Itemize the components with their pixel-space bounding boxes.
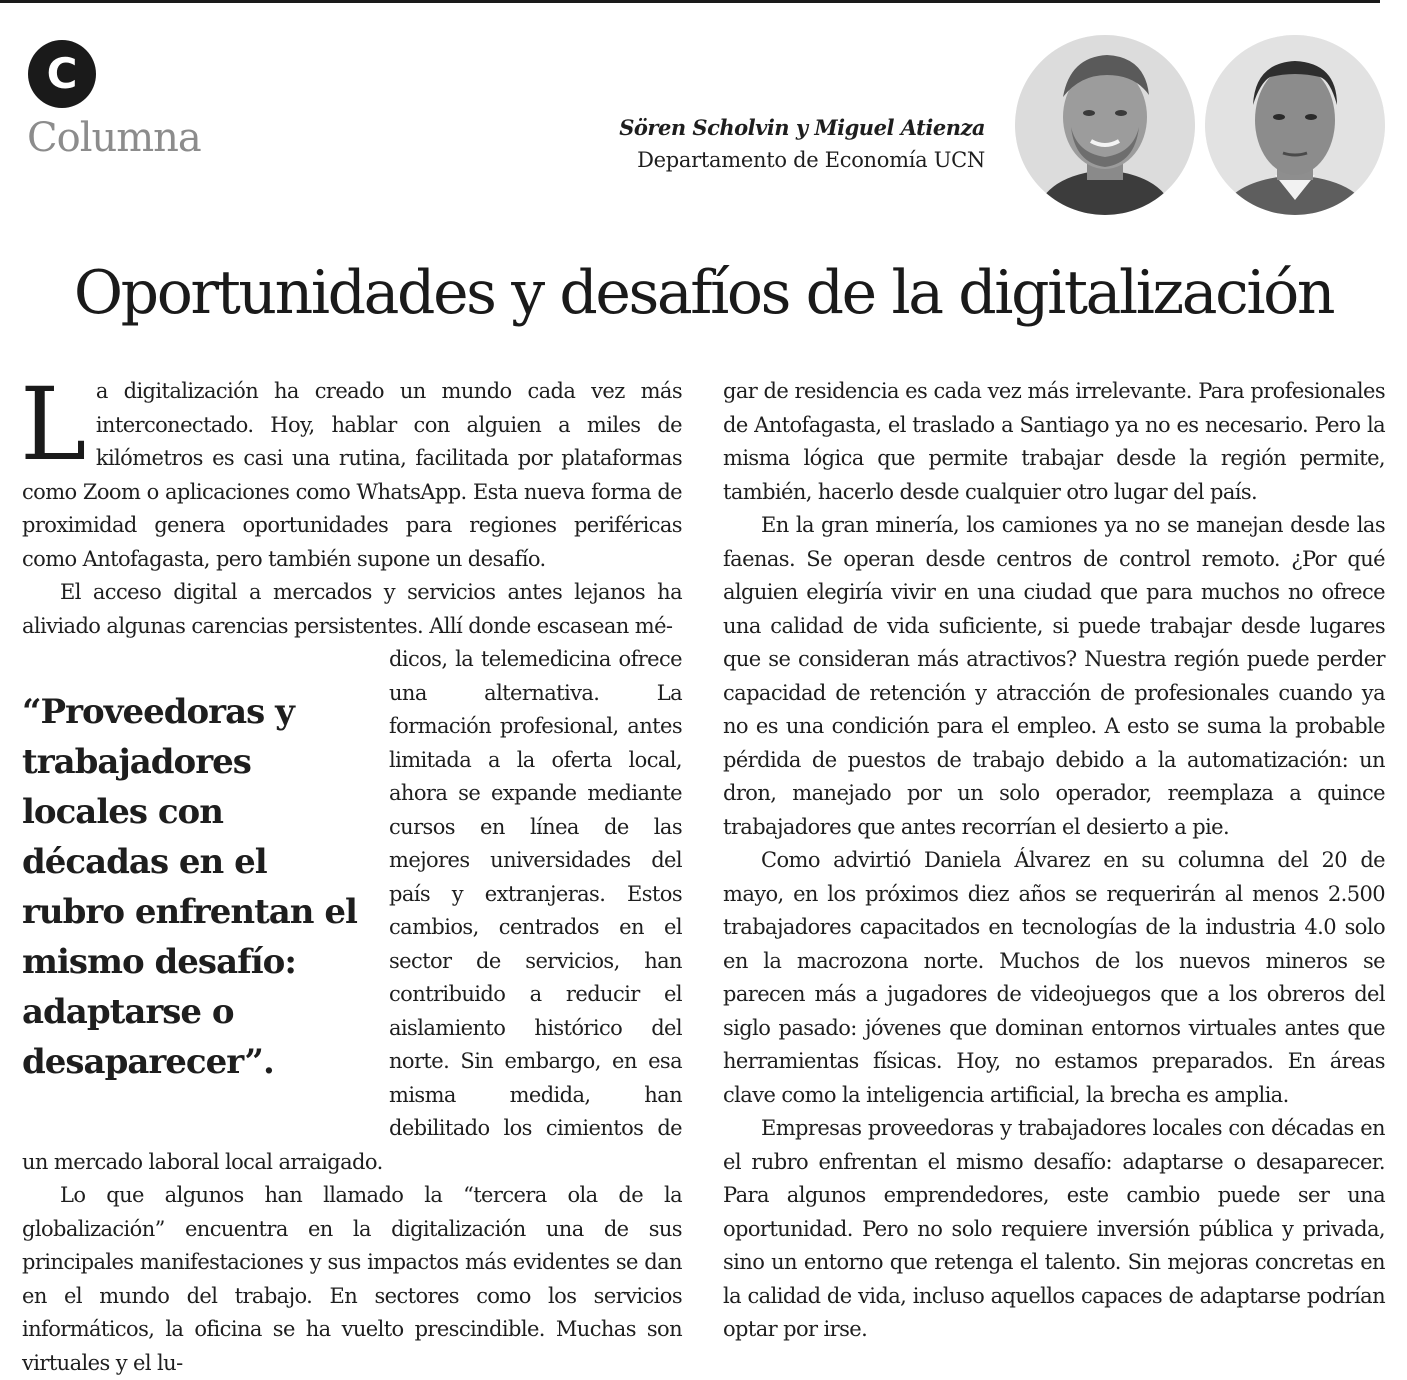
article-column-left <box>20 366 682 1380</box>
article-headline: Oportunidades y desafíos de la digitalización <box>73 258 1334 328</box>
paragraph-3-continued: gar de residencia es cada vez más irrelevante. Para profesionales de Antofagasta, el traslado a Santiago ya no es necesario. Pero la misma lógica que permite trabajar desde la región permite, también, hacerlo desde cualquier otro lugar del país. <box>723 379 1385 504</box>
paragraph-2-rest: dicos, la telemedicina ofrece una alternativa. La formación profesional, antes limitada a la oferta local, ahora se expande mediante cursos en línea de las mejores universidades del país y extranjeras. Estos cambios, centrados en el sector de servicios, han contribuido a reducir el aislamiento histórico del norte. Sin embargo, en esa misma medida, han debilitado los cimientos de un mercado laboral local arraigado. <box>22 647 682 1174</box>
paragraph-3: Lo que algunos han llamado la “tercera ola de la globalización” encuentra en la digitalización una de sus principales manifestaciones y sus impactos más evidentes se dan en el mundo del trabajo. En sectores como los servicios informáticos, la oficina se ha vuelto prescindible. Muchas son virtuales y el lu- <box>22 1183 682 1375</box>
author-photo-atienza <box>1205 35 1385 215</box>
paragraph-1 <box>20 366 682 576</box>
article-column-right <box>723 375 1385 1347</box>
author-photo-scholvin <box>1015 35 1195 215</box>
badge-letter: C <box>46 49 78 98</box>
byline <box>619 112 985 176</box>
column-badge-icon <box>28 40 96 108</box>
drop-cap: L <box>20 366 86 483</box>
paragraph-2-start: El acceso digital a mercados y servicios antes lejanos ha aliviado algunas carencias persistentes. Allí donde escasean mé- <box>22 580 682 638</box>
pull-quote <box>22 655 367 1117</box>
paragraph-1-text: a digitalización ha creado un mundo cada vez más interconectado. Hoy, hablar con alguien a miles de kilómetros es casi una rutina, facilitada por plataformas como Zoom o aplicaciones como WhatsApp. Esta nueva forma de proximidad genera oportunidades para regiones periféricas como Antofagasta, pero también supone un desafío. <box>22 379 682 571</box>
paragraph-6: Empresas proveedoras y trabajadores locales con décadas en el rubro enfrentan el mismo desafío: adaptarse o desaparecer. Para algunos emprendedores, este cambio puede ser una oportunidad. Pero no solo requiere inversión pública y privada, sino un entorno que retenga el talento. Sin mejoras concretas en la calidad de vida, incluso aquellos capaces de adaptarse podrían optar por irse. <box>723 1116 1385 1341</box>
author-department: Departamento de Economía UCN <box>637 148 985 172</box>
top-rule <box>0 0 1380 3</box>
paragraph-5: Como advirtió Daniela Álvarez en su columna del 20 de mayo, en los próximos diez años se requerirán al menos 2.500 trabajadores capacitados en tecnologías de la industria 4.0 solo en la macrozona norte. Muchos de los nuevos mineros se parecen más a jugadores de videojuegos que a los obreros del siglo pasado: jóvenes que dominan entornos virtuales antes que herramientas físicas. Hoy, no estamos preparados. En áreas clave como la inteligencia artificial, la brecha es amplia. <box>723 848 1385 1107</box>
section-label: Columna <box>27 115 201 161</box>
paragraph-4: En la gran minería, los camiones ya no se manejan desde las faenas. Se operan desde centros de control remoto. ¿Por qué alguien elegiría vivir en una ciudad que para muchos no ofrece una calidad de vida suficiente, si puede trabajar desde lugares que se consideran más atractivos? Nuestra región puede perder capacidad de retención y atracción de profesionales cuando ya no es una condición para el empleo. A esto se suma la probable pérdida de puestos de trabajo debido a la automatización: un dron, manejado por un solo operador, reemplaza a quince trabajadores que antes recorrían el desierto a pie. <box>723 513 1385 839</box>
author-names: Sören Scholvin y Miguel Atienza <box>619 115 985 140</box>
pull-quote-text: “Proveedoras y trabajadores locales con décadas en el rubro enfrentan el mismo desafío: adaptarse o desaparecer”. <box>22 692 357 1082</box>
